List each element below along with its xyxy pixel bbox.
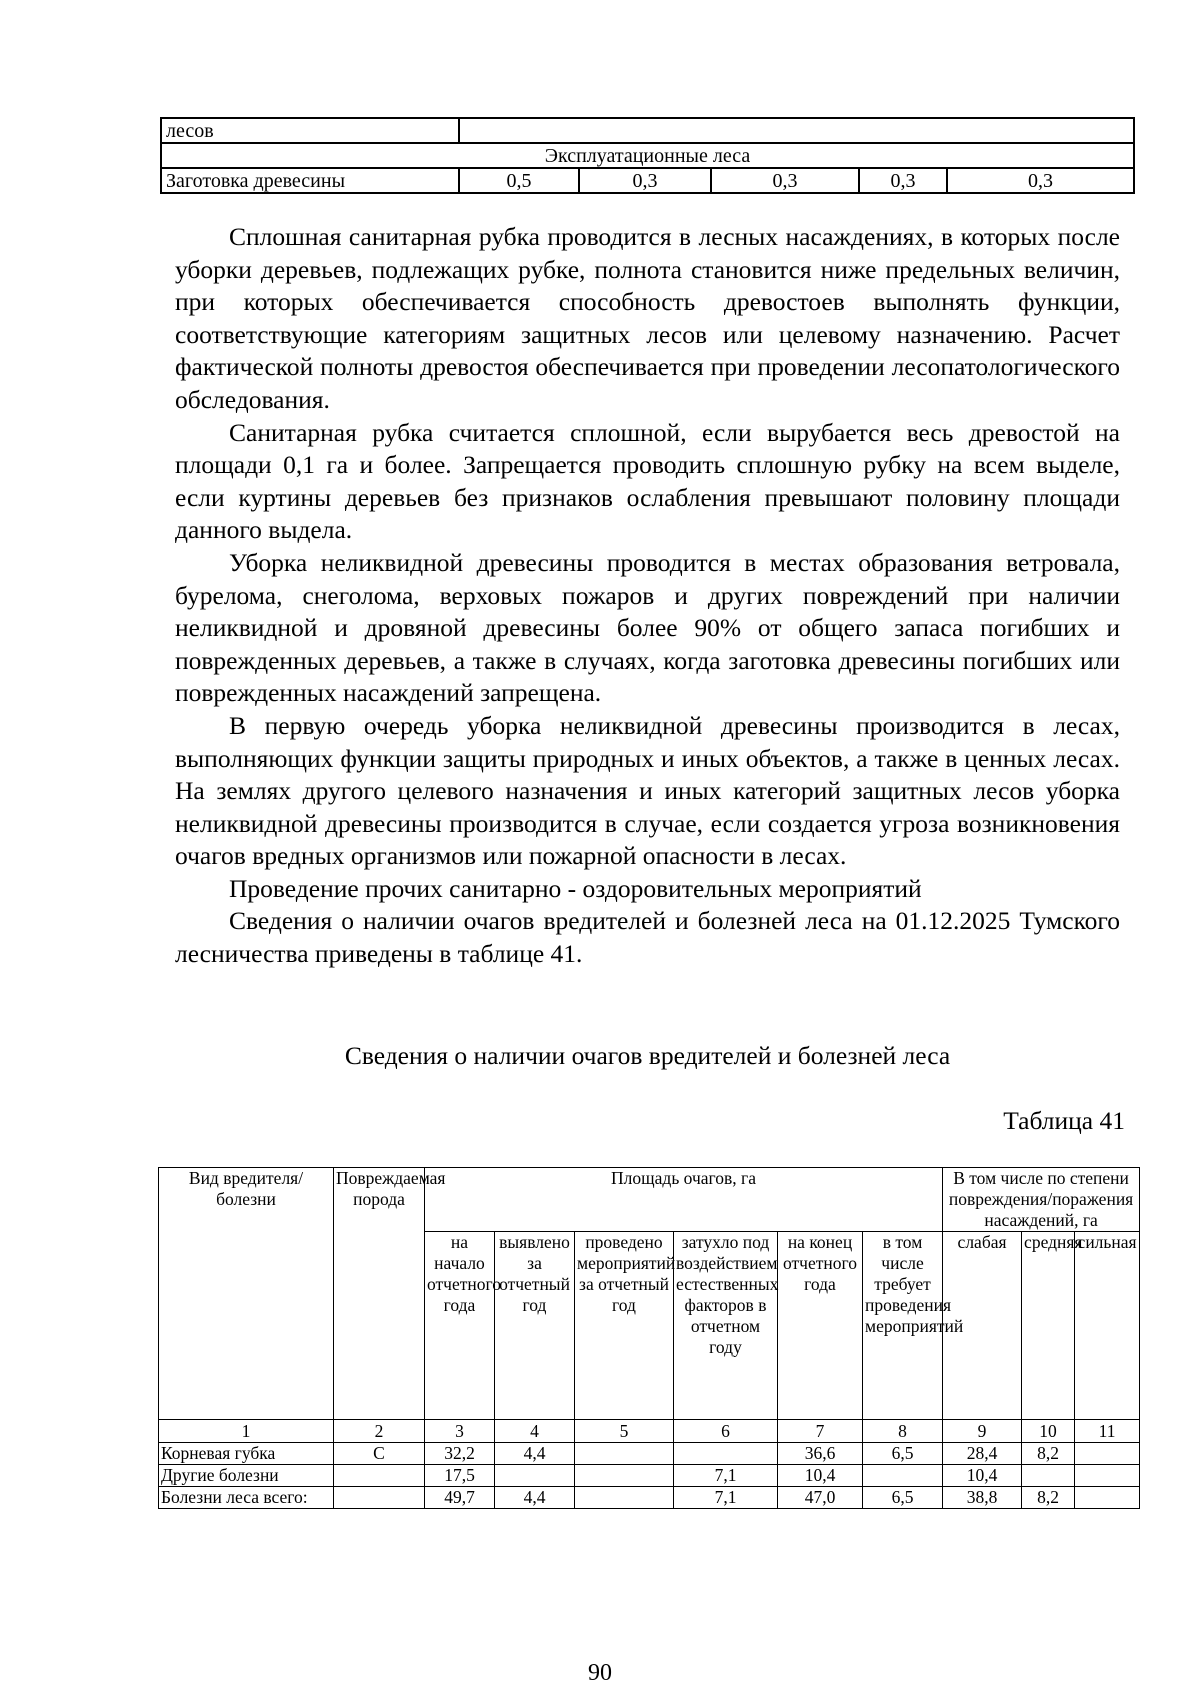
table-cell: 0,5 bbox=[459, 168, 579, 193]
table-cell: 36,6 bbox=[778, 1443, 863, 1465]
table-cell: С bbox=[334, 1443, 425, 1465]
column-number: 9 bbox=[943, 1420, 1022, 1443]
paragraph: Санитарная рубка считается сплошной, если вырубается весь древостой на площади 0,1 га и более. Запрещается проводить сплошную рубку на всем выделе, если куртины деревьев без признаков ослабления превышают половину площади данного выдела. bbox=[175, 417, 1120, 545]
subheader-cell: на конец отчетного года bbox=[778, 1232, 863, 1420]
subheader-cell: слабая bbox=[943, 1232, 1022, 1420]
column-number: 4 bbox=[495, 1420, 575, 1443]
header-species: Вид вредителя/болезни bbox=[159, 1168, 334, 1420]
section-header: Эксплуатационные леса bbox=[161, 143, 1134, 168]
top-table bbox=[160, 117, 1135, 194]
table-cell: 8,2 bbox=[1022, 1487, 1075, 1509]
table-cell: 7,1 bbox=[674, 1487, 778, 1509]
table-row bbox=[161, 143, 1134, 168]
table-cell bbox=[495, 1465, 575, 1487]
table-cell: Корневая губка bbox=[159, 1443, 334, 1465]
table-cell: 38,8 bbox=[943, 1487, 1022, 1509]
table-row bbox=[159, 1443, 1140, 1465]
table-cell: 0,3 bbox=[711, 168, 859, 193]
table-cell: Болезни леса всего: bbox=[159, 1487, 334, 1509]
table-cell: 47,0 bbox=[778, 1487, 863, 1509]
table-cell: 0,3 bbox=[859, 168, 947, 193]
paragraph: Сведения о наличии очагов вредителей и болезней леса на 01.12.2025 Тумского лесничества приведены в таблице 41. bbox=[175, 906, 1120, 969]
table-cell: 8,2 bbox=[1022, 1443, 1075, 1465]
page-number: 90 bbox=[588, 1660, 612, 1686]
table-cell bbox=[1022, 1465, 1075, 1487]
table-cell bbox=[334, 1465, 425, 1487]
header-breed: Повреждаемая порода bbox=[334, 1168, 425, 1420]
body-text bbox=[175, 221, 1120, 971]
column-number: 5 bbox=[575, 1420, 674, 1443]
column-number: 3 bbox=[425, 1420, 495, 1443]
table-cell: 10,4 bbox=[943, 1465, 1022, 1487]
column-number: 8 bbox=[863, 1420, 943, 1443]
header-degree: В том числе по степени повреждения/поражения насаждений, га bbox=[943, 1168, 1140, 1232]
table-cell: Другие болезни bbox=[159, 1465, 334, 1487]
subheader-cell: сильная bbox=[1075, 1232, 1140, 1420]
column-number: 2 bbox=[334, 1420, 425, 1443]
table-cell: 10,4 bbox=[778, 1465, 863, 1487]
table-cell bbox=[863, 1465, 943, 1487]
subheader-cell: средняя bbox=[1022, 1232, 1075, 1420]
subheader-cell: проведено мероприятий за отчетный год bbox=[575, 1232, 674, 1420]
table-cell: 4,4 bbox=[495, 1443, 575, 1465]
column-number: 1 bbox=[159, 1420, 334, 1443]
subheader-cell: затухло под воздействием естественных факторов в отчетном году bbox=[674, 1232, 778, 1420]
table-cell: 32,2 bbox=[425, 1443, 495, 1465]
table-cell: 0,3 bbox=[947, 168, 1134, 193]
table-cell bbox=[1075, 1487, 1140, 1509]
table-cell bbox=[1075, 1443, 1140, 1465]
table-cell bbox=[575, 1443, 674, 1465]
table-cell bbox=[459, 118, 1134, 143]
header-area: Площадь очагов, га bbox=[425, 1168, 943, 1232]
table-title: Сведения о наличии очагов вредителей и болезней леса bbox=[344, 1041, 951, 1070]
table-cell: 49,7 bbox=[425, 1487, 495, 1509]
paragraph: Сплошная санитарная рубка проводится в лесных насаждениях, в которых после уборки деревьев, подлежащих рубке, полнота становится ниже предельных величин, при которых обеспечивается способность древостоев выполнять функции, соответствующие категориям защитных лесов или целевому назначению. Расчет фактической полноты древостоя обеспечивается при проведении лесопатологического обследования. bbox=[175, 222, 1120, 414]
column-number-row bbox=[159, 1420, 1140, 1443]
table-cell bbox=[1075, 1465, 1140, 1487]
paragraph: Проведение прочих санитарно - оздоровительных мероприятий bbox=[229, 873, 922, 903]
table-row bbox=[161, 168, 1134, 193]
table-total-row bbox=[159, 1487, 1140, 1509]
table-cell: 28,4 bbox=[943, 1443, 1022, 1465]
table-cell: 0,3 bbox=[579, 168, 711, 193]
table-number: Таблица 41 bbox=[1003, 1106, 1125, 1135]
column-number: 10 bbox=[1022, 1420, 1075, 1443]
table-cell: 6,5 bbox=[863, 1443, 943, 1465]
paragraph: В первую очередь уборка неликвидной древесины производится в лесах, выполняющих функции защиты природных и иных объектов, а также в ценных лесах. На землях другого целевого назначения и иных категорий защитных лесов уборка неликвидной древесины производится в случае, если создается угроза возникновения очагов вредных организмов или пожарной опасности в лесах. bbox=[175, 710, 1120, 871]
subheader-cell: выявлено за отчетный год bbox=[495, 1232, 575, 1420]
table-cell: 7,1 bbox=[674, 1465, 778, 1487]
paragraph: Уборка неликвидной древесины проводится в местах образования ветровала, бурелома, снеголома, верховых пожаров и других повреждений при наличии неликвидной и дровяной древесины более 90% от общего запаса погибших и поврежденных деревьев, а также в случаях, когда заготовка древесины погибших или поврежденных насаждений запрещена. bbox=[175, 547, 1120, 708]
table-cell bbox=[674, 1443, 778, 1465]
column-number: 6 bbox=[674, 1420, 778, 1443]
table-row bbox=[159, 1465, 1140, 1487]
table-cell: 17,5 bbox=[425, 1465, 495, 1487]
table-header-row bbox=[159, 1168, 1140, 1232]
table-cell bbox=[334, 1487, 425, 1509]
table-row bbox=[161, 118, 1134, 143]
table-cell bbox=[575, 1465, 674, 1487]
subheader-cell: в том числе требует проведения мероприятий bbox=[863, 1232, 943, 1420]
table-cell bbox=[575, 1487, 674, 1509]
table-cell: Заготовка древесины bbox=[161, 168, 459, 193]
column-number: 11 bbox=[1075, 1420, 1140, 1443]
column-number: 7 bbox=[778, 1420, 863, 1443]
subheader-cell: на начало отчетного года bbox=[425, 1232, 495, 1420]
table-cell: 6,5 bbox=[863, 1487, 943, 1509]
table-cell: лесов bbox=[161, 118, 459, 143]
pests-diseases-table bbox=[158, 1167, 1140, 1509]
table-cell: 4,4 bbox=[495, 1487, 575, 1509]
